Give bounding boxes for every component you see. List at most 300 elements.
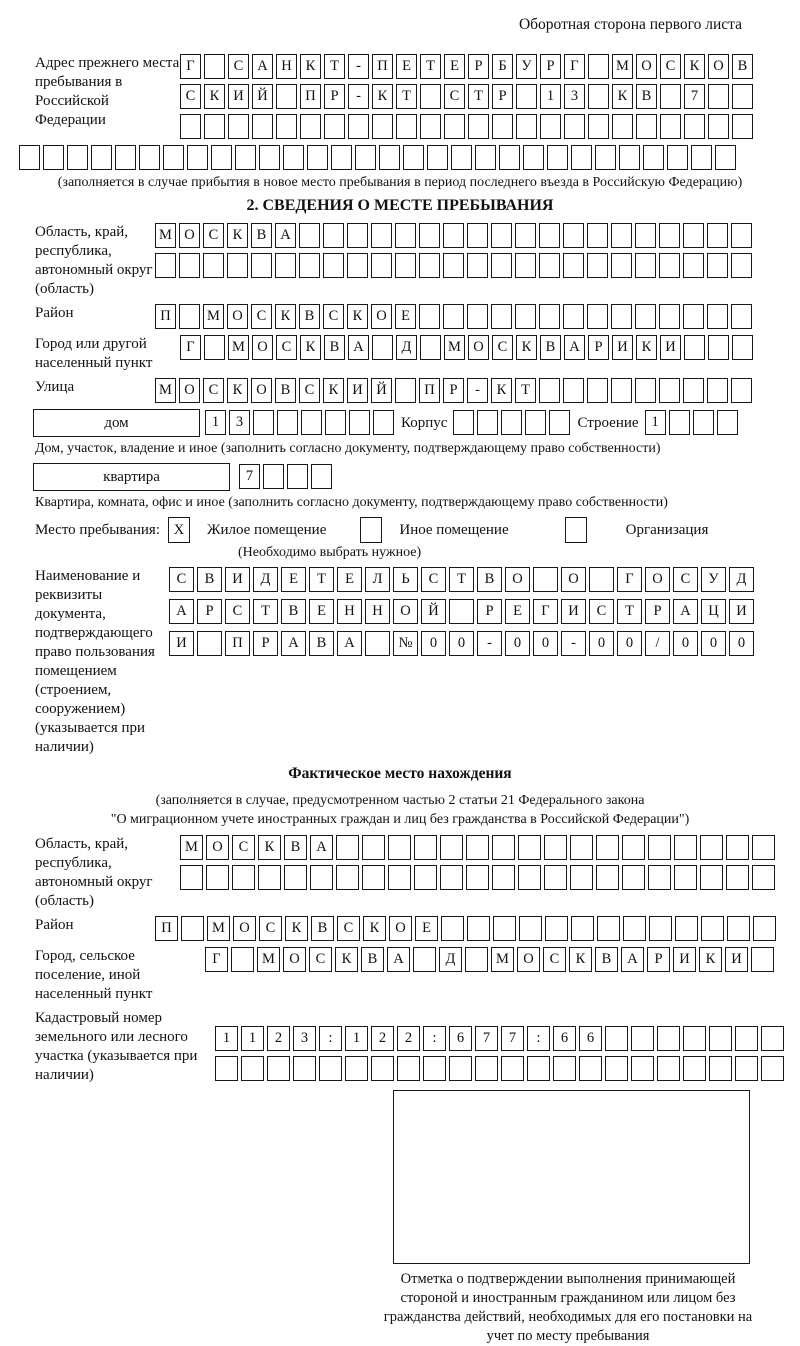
char-cell — [466, 865, 489, 890]
char-cell — [307, 145, 328, 170]
char-cell — [588, 84, 609, 109]
char-cell — [443, 223, 464, 248]
char-cell: С — [259, 916, 282, 941]
char-cell — [570, 865, 593, 890]
char-cell: М — [491, 947, 514, 972]
char-cell — [371, 253, 392, 278]
char-cell: С — [251, 304, 272, 329]
char-cell: В — [284, 835, 307, 860]
char-cell — [197, 631, 222, 656]
char-cell — [388, 865, 411, 890]
char-cell — [660, 84, 681, 109]
char-cell — [683, 1026, 706, 1051]
char-cell — [477, 410, 498, 435]
char-cell: К — [612, 84, 633, 109]
char-cell: О — [283, 947, 306, 972]
char-cell: С — [228, 54, 249, 79]
char-cell — [492, 865, 515, 890]
char-cell — [563, 304, 584, 329]
char-cell — [179, 253, 200, 278]
char-cell: Т — [420, 54, 441, 79]
char-cell: Н — [337, 599, 362, 624]
actual-region-row-2 — [180, 865, 778, 891]
char-cell: В — [324, 335, 345, 360]
actual-region-row-1 — [180, 835, 778, 861]
char-cell: Р — [540, 54, 561, 79]
char-cell — [491, 304, 512, 329]
char-cell — [231, 947, 254, 972]
char-cell — [635, 253, 656, 278]
char-cell: И — [561, 599, 586, 624]
char-cell: Р — [645, 599, 670, 624]
char-cell: И — [660, 335, 681, 360]
char-cell — [204, 335, 225, 360]
char-cell: И — [725, 947, 748, 972]
char-cell — [413, 947, 436, 972]
char-cell — [605, 1056, 628, 1081]
char-cell: О — [561, 567, 586, 592]
char-cell: 2 — [371, 1026, 394, 1051]
char-cell — [527, 1056, 550, 1081]
char-cell: 0 — [421, 631, 446, 656]
char-cell — [420, 84, 441, 109]
char-cell: С — [673, 567, 698, 592]
char-cell — [258, 865, 281, 890]
char-cell — [232, 865, 255, 890]
char-cell: О — [206, 835, 229, 860]
char-cell — [492, 835, 515, 860]
char-cell — [660, 114, 681, 139]
char-cell — [475, 145, 496, 170]
char-cell: В — [732, 54, 753, 79]
char-cell: К — [516, 335, 537, 360]
char-cell: О — [252, 335, 273, 360]
char-cell — [675, 916, 698, 941]
checkbox-organization — [565, 517, 587, 543]
char-cell — [709, 1056, 732, 1081]
char-cell — [657, 1056, 680, 1081]
char-cell — [717, 410, 738, 435]
char-cell — [708, 335, 729, 360]
char-cell — [636, 114, 657, 139]
char-cell: - — [348, 54, 369, 79]
char-cell — [293, 1056, 316, 1081]
char-cell — [301, 410, 322, 435]
district-label: Район — [35, 305, 74, 321]
char-cell: О — [505, 567, 530, 592]
char-cell — [287, 464, 308, 489]
char-cell: А — [169, 599, 194, 624]
char-cell — [631, 1056, 654, 1081]
char-cell — [276, 84, 297, 109]
char-cell: Т — [449, 567, 474, 592]
prev-address-block — [0, 54, 800, 140]
char-cell — [228, 114, 249, 139]
char-cell: Д — [253, 567, 278, 592]
char-cell: А — [387, 947, 410, 972]
char-cell: С — [180, 84, 201, 109]
char-cell — [611, 253, 632, 278]
char-cell — [371, 223, 392, 248]
char-cell — [611, 378, 632, 403]
char-cell — [708, 114, 729, 139]
char-cell: Г — [564, 54, 585, 79]
char-cell: Е — [309, 599, 334, 624]
char-cell: К — [335, 947, 358, 972]
char-cell: № — [393, 631, 418, 656]
char-cell: О — [371, 304, 392, 329]
char-cell — [203, 253, 224, 278]
char-cell — [571, 145, 592, 170]
char-cell: В — [275, 378, 296, 403]
char-cell — [396, 114, 417, 139]
char-cell — [539, 253, 560, 278]
char-cell — [619, 145, 640, 170]
char-cell: К — [347, 304, 368, 329]
char-cell — [674, 865, 697, 890]
korpus-cells — [453, 410, 573, 436]
char-cell: 0 — [449, 631, 474, 656]
char-cell: Р — [324, 84, 345, 109]
char-cell — [444, 114, 465, 139]
char-cell — [683, 304, 704, 329]
char-cell — [395, 223, 416, 248]
char-cell: Т — [515, 378, 536, 403]
char-cell: 0 — [673, 631, 698, 656]
char-cell — [283, 145, 304, 170]
char-cell: Т — [617, 599, 642, 624]
char-cell: В — [477, 567, 502, 592]
char-cell: 0 — [533, 631, 558, 656]
char-cell — [215, 1056, 238, 1081]
char-cell: В — [361, 947, 384, 972]
char-cell: О — [517, 947, 540, 972]
char-cell — [553, 1056, 576, 1081]
char-cell — [709, 1026, 732, 1051]
korpus-label: Корпус — [401, 414, 448, 431]
char-cell: С — [660, 54, 681, 79]
char-cell: А — [275, 223, 296, 248]
char-cell — [372, 114, 393, 139]
char-cell — [467, 304, 488, 329]
char-cell — [549, 410, 570, 435]
char-cell: Г — [180, 335, 201, 360]
char-cell: К — [300, 54, 321, 79]
char-cell — [587, 253, 608, 278]
char-cell — [259, 145, 280, 170]
char-cell — [491, 253, 512, 278]
char-cell — [323, 253, 344, 278]
option-organization-label: Организация — [625, 521, 709, 538]
char-cell — [204, 114, 225, 139]
stay-type-caption: (Необходимо выбрать нужное) — [238, 545, 422, 560]
char-cell: С — [421, 567, 446, 592]
street-label: Улица — [35, 379, 75, 395]
char-cell: С — [299, 378, 320, 403]
char-cell: М — [228, 335, 249, 360]
stroenie-cells — [645, 410, 741, 436]
char-cell: С — [169, 567, 194, 592]
char-cell: Р — [253, 631, 278, 656]
char-cell — [362, 835, 385, 860]
char-cell: Е — [444, 54, 465, 79]
house-caption: Дом, участок, владение и иное (заполнить согласно документу, подтверждающему право собственности) — [35, 441, 661, 456]
char-cell — [466, 835, 489, 860]
char-cell: К — [684, 54, 705, 79]
char-cell — [544, 835, 567, 860]
char-cell — [596, 865, 619, 890]
char-cell — [622, 835, 645, 860]
char-cell — [693, 410, 714, 435]
cadastral-label: Кадастровый номер земельного или лесного участка (указывается при наличии) — [35, 1010, 198, 1083]
char-cell — [235, 145, 256, 170]
char-cell — [345, 1056, 368, 1081]
char-cell: 0 — [701, 631, 726, 656]
actual-region-block — [0, 835, 800, 911]
char-cell — [443, 253, 464, 278]
char-cell — [241, 1056, 264, 1081]
char-cell — [263, 464, 284, 489]
char-cell: О — [708, 54, 729, 79]
document-row-1 — [169, 567, 757, 593]
street-row — [155, 378, 755, 404]
char-cell — [467, 223, 488, 248]
apartment-number-cells — [239, 464, 335, 490]
char-cell: М — [155, 378, 176, 403]
char-cell — [659, 378, 680, 403]
char-cell — [587, 304, 608, 329]
char-cell — [659, 223, 680, 248]
district-block — [0, 304, 800, 330]
char-cell — [419, 253, 440, 278]
char-cell: У — [701, 567, 726, 592]
char-cell: Р — [468, 54, 489, 79]
actual-city-label: Город, сельское поселение, иной населенный пункт — [35, 948, 153, 1002]
actual-district-block — [0, 916, 800, 942]
char-cell — [419, 223, 440, 248]
char-cell: М — [257, 947, 280, 972]
char-cell — [657, 1026, 680, 1051]
char-cell — [336, 835, 359, 860]
stamp-note: Отметка о подтверждении выполнения принимающей стороной и иностранным гражданином или лицом без гражданства действий, необходимых для его постановки на учет по месту пребывания — [383, 1271, 753, 1344]
char-cell — [761, 1056, 784, 1081]
char-cell — [707, 304, 728, 329]
cadastral-grids — [215, 1026, 787, 1082]
char-cell — [395, 378, 416, 403]
char-cell: О — [179, 223, 200, 248]
char-cell — [707, 253, 728, 278]
char-cell — [155, 253, 176, 278]
actual-region-grids — [180, 835, 778, 891]
char-cell — [516, 114, 537, 139]
char-cell: С — [203, 378, 224, 403]
char-cell: А — [281, 631, 306, 656]
char-cell: Р — [197, 599, 222, 624]
char-cell — [371, 1056, 394, 1081]
char-cell — [669, 410, 690, 435]
char-cell — [181, 916, 204, 941]
char-cell: О — [468, 335, 489, 360]
char-cell — [735, 1026, 758, 1051]
char-cell: М — [612, 54, 633, 79]
char-cell: 1 — [345, 1026, 368, 1051]
char-cell: М — [444, 335, 465, 360]
char-cell: 6 — [449, 1026, 472, 1051]
char-cell — [684, 335, 705, 360]
char-cell — [453, 410, 474, 435]
apartment-row — [0, 463, 800, 491]
district-row — [155, 304, 755, 330]
char-cell: С — [232, 835, 255, 860]
char-cell — [595, 145, 616, 170]
char-cell — [515, 223, 536, 248]
char-cell — [414, 865, 437, 890]
char-cell — [414, 835, 437, 860]
actual-city-block — [0, 947, 800, 1004]
char-cell: К — [699, 947, 722, 972]
char-cell: М — [180, 835, 203, 860]
char-cell: И — [612, 335, 633, 360]
char-cell: С — [492, 335, 513, 360]
char-cell: П — [419, 378, 440, 403]
char-cell — [539, 304, 560, 329]
char-cell — [563, 223, 584, 248]
char-cell — [206, 865, 229, 890]
char-cell: В — [281, 599, 306, 624]
char-cell: А — [337, 631, 362, 656]
char-cell — [643, 145, 664, 170]
char-cell — [683, 378, 704, 403]
char-cell — [323, 223, 344, 248]
char-cell: / — [645, 631, 670, 656]
char-cell — [311, 464, 332, 489]
char-cell: Д — [396, 335, 417, 360]
apartment-caption: Квартира, комната, офис и иное (заполнить согласно документу, подтверждающему право собственности) — [35, 495, 668, 510]
char-cell — [564, 114, 585, 139]
char-cell — [362, 865, 385, 890]
char-cell: С — [225, 599, 250, 624]
char-cell — [544, 865, 567, 890]
char-cell — [518, 835, 541, 860]
char-cell: М — [155, 223, 176, 248]
char-cell — [180, 114, 201, 139]
char-cell — [547, 145, 568, 170]
char-cell — [659, 253, 680, 278]
prev-address-label: Адрес прежнего места пребывания в Российской Федерации — [35, 55, 180, 128]
document-row-2 — [169, 599, 757, 625]
char-cell — [715, 145, 736, 170]
char-cell: К — [372, 84, 393, 109]
char-cell: 7 — [475, 1026, 498, 1051]
char-cell: У — [516, 54, 537, 79]
char-cell — [19, 145, 40, 170]
char-cell: 0 — [617, 631, 642, 656]
char-cell: П — [155, 916, 178, 941]
char-cell: И — [729, 599, 754, 624]
char-cell: К — [227, 378, 248, 403]
char-cell: И — [228, 84, 249, 109]
char-cell — [674, 835, 697, 860]
char-cell: Г — [205, 947, 228, 972]
char-cell: - — [467, 378, 488, 403]
char-cell — [451, 145, 472, 170]
char-cell: В — [311, 916, 334, 941]
char-cell — [635, 378, 656, 403]
char-cell — [533, 567, 558, 592]
char-cell — [611, 304, 632, 329]
char-cell — [300, 114, 321, 139]
char-cell: И — [225, 567, 250, 592]
char-cell: Е — [395, 304, 416, 329]
prev-address-row-1 — [180, 54, 756, 80]
char-cell: 2 — [397, 1026, 420, 1051]
prev-address-row-2 — [180, 84, 756, 110]
char-cell: П — [372, 54, 393, 79]
char-cell — [501, 1056, 524, 1081]
char-cell — [731, 223, 752, 248]
char-cell: К — [285, 916, 308, 941]
char-cell — [545, 916, 568, 941]
char-cell — [372, 335, 393, 360]
char-cell: С — [323, 304, 344, 329]
char-cell: - — [477, 631, 502, 656]
char-cell — [683, 1056, 706, 1081]
char-cell: Г — [617, 567, 642, 592]
char-cell — [563, 253, 584, 278]
section2-title: 2. СВЕДЕНИЯ О МЕСТЕ ПРЕБЫВАНИЯ — [246, 197, 554, 214]
region-row-2 — [155, 253, 755, 279]
char-cell — [726, 835, 749, 860]
char-cell: М — [203, 304, 224, 329]
char-cell: Р — [492, 84, 513, 109]
char-cell — [427, 145, 448, 170]
char-cell — [649, 916, 672, 941]
char-cell — [588, 114, 609, 139]
char-cell: С — [589, 599, 614, 624]
char-cell — [91, 145, 112, 170]
char-cell — [707, 378, 728, 403]
char-cell — [397, 1056, 420, 1081]
char-cell — [735, 1056, 758, 1081]
char-cell — [684, 114, 705, 139]
char-cell: Й — [421, 599, 446, 624]
char-cell — [635, 304, 656, 329]
char-cell — [731, 253, 752, 278]
char-cell: Р — [443, 378, 464, 403]
city-label: Город или другой населенный пункт — [35, 336, 153, 371]
char-cell: Т — [468, 84, 489, 109]
char-cell: Т — [309, 567, 334, 592]
char-cell: О — [233, 916, 256, 941]
document-block — [0, 567, 800, 757]
prev-address-grids — [180, 54, 756, 140]
char-cell: А — [621, 947, 644, 972]
char-cell: Т — [396, 84, 417, 109]
char-cell: О — [636, 54, 657, 79]
char-cell: 3 — [564, 84, 585, 109]
char-cell — [708, 84, 729, 109]
apartment-wide-box: квартира — [33, 463, 230, 491]
char-cell: А — [564, 335, 585, 360]
char-cell — [465, 947, 488, 972]
char-cell — [691, 145, 712, 170]
char-cell — [493, 916, 516, 941]
char-cell — [732, 114, 753, 139]
char-cell: Е — [415, 916, 438, 941]
char-cell — [588, 54, 609, 79]
char-cell: 0 — [505, 631, 530, 656]
char-cell: 0 — [589, 631, 614, 656]
